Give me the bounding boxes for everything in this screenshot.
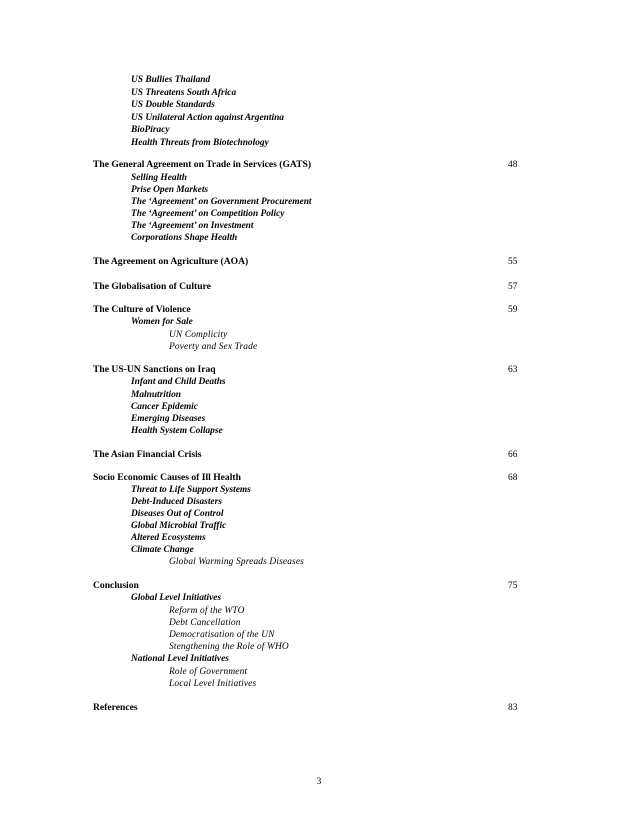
toc-entry-diseases-out-of-control: Diseases Out of Control	[131, 509, 224, 519]
toc-entry-the-agreement-on-competition-policy: The ‘Agreement’ on Competition Policy	[131, 209, 285, 219]
toc-entry-corporations-shape-health: Corporations Shape Health	[131, 233, 238, 243]
toc-page-number: 55	[508, 257, 518, 267]
toc-entry-debt-cancellation: Debt Cancellation	[169, 618, 241, 628]
toc-entry-selling-health: Selling Health	[131, 173, 187, 183]
toc-entry-threat-to-life-support-systems: Threat to Life Support Systems	[131, 485, 251, 495]
toc-page-number: 83	[508, 703, 518, 713]
toc-entry-the-agreement-on-investment: The ‘Agreement’ on Investment	[131, 221, 254, 231]
toc-entry-poverty-and-sex-trade: Poverty and Sex Trade	[169, 342, 258, 352]
toc-entry-us-double-standards: US Double Standards	[131, 100, 215, 110]
toc-page-number: 75	[508, 581, 518, 591]
toc-heading-the-agreement-on-agriculture-aoa: The Agreement on Agriculture (AOA)	[93, 256, 249, 267]
toc-entry-women-for-sale: Women for Sale	[131, 317, 193, 327]
page-number: 3	[316, 777, 322, 787]
toc-entry-national-level-initiatives: National Level Initiatives	[131, 654, 229, 664]
toc-page-number: 66	[508, 450, 518, 460]
toc-entry-emerging-diseases: Emerging Diseases	[131, 414, 206, 424]
toc-entry-prise-open-markets: Prise Open Markets	[131, 185, 209, 195]
toc-entry-climate-change: Climate Change	[131, 545, 194, 555]
toc-entry-global-level-initiatives: Global Level Initiatives	[131, 593, 222, 603]
toc-entry-the-agreement-on-government-procurement: The ‘Agreement’ on Government Procurement	[131, 197, 312, 207]
toc-entry-un-complicity: UN Complicity	[169, 330, 228, 340]
toc-entry-health-threats-from-biotechnology: Health Threats from Biotechnology	[131, 138, 269, 148]
toc-entry-altered-ecosystems: Altered Ecosystems	[131, 533, 206, 543]
toc-entry-global-warming-spreads-diseases: Global Warming Spreads Diseases	[169, 557, 304, 567]
toc-heading-references: References	[93, 702, 138, 713]
toc-entry-democratisation-of-the-un: Democratisation of the UN	[169, 630, 275, 640]
toc-entry-local-level-initiatives: Local Level Initiatives	[169, 679, 257, 689]
toc-entry-infant-and-child-deaths: Infant and Child Deaths	[131, 377, 226, 387]
toc-heading-conclusion: Conclusion	[93, 580, 139, 591]
toc-heading-socio-economic-causes-of-ill-health: Socio Economic Causes of Ill Health	[93, 472, 241, 483]
toc-heading-the-culture-of-violence: The Culture of Violence	[93, 304, 191, 315]
toc-entry-cancer-epidemic: Cancer Epidemic	[131, 402, 198, 412]
toc-entry-us-unilateral-action-against-argentina: US Unilateral Action against Argentina	[131, 113, 284, 123]
toc-page-number: 48	[508, 160, 518, 170]
toc-entry-biopiracy: BioPiracy	[131, 125, 170, 135]
toc-entry-global-microbial-traffic: Global Microbial Traffic	[131, 521, 227, 531]
toc-page-number: 63	[508, 365, 518, 375]
toc-entry-debt-induced-disasters: Debt-Induced Disasters	[131, 497, 222, 507]
toc-entry-reform-of-the-wto: Reform of the WTO	[169, 606, 245, 616]
toc-entry-us-bullies-thailand: US Bullies Thailand	[131, 75, 211, 85]
toc-page-number: 68	[508, 473, 518, 483]
toc-entry-us-threatens-south-africa: US Threatens South Africa	[131, 88, 237, 98]
toc-heading-the-globalisation-of-culture: The Globalisation of Culture	[93, 281, 211, 292]
toc-entry-malnutrition: Malnutrition	[131, 390, 182, 400]
toc-entry-health-system-collapse: Health System Collapse	[131, 426, 223, 436]
toc-heading-the-general-agreement-on-trade-in-services-gats: The General Agreement on Trade in Services (GATS)	[93, 159, 312, 170]
toc-heading-the-asian-financial-crisis: The Asian Financial Crisis	[93, 449, 202, 460]
toc-page-number: 57	[508, 282, 518, 292]
toc-page-number: 59	[508, 305, 518, 315]
toc-entry-stengthening-the-role-of-who: Stengthening the Role of WHO	[169, 642, 289, 652]
toc-heading-the-us-un-sanctions-on-iraq: The US-UN Sanctions on Iraq	[93, 364, 216, 375]
toc-entry-role-of-government: Role of Government	[169, 667, 248, 677]
